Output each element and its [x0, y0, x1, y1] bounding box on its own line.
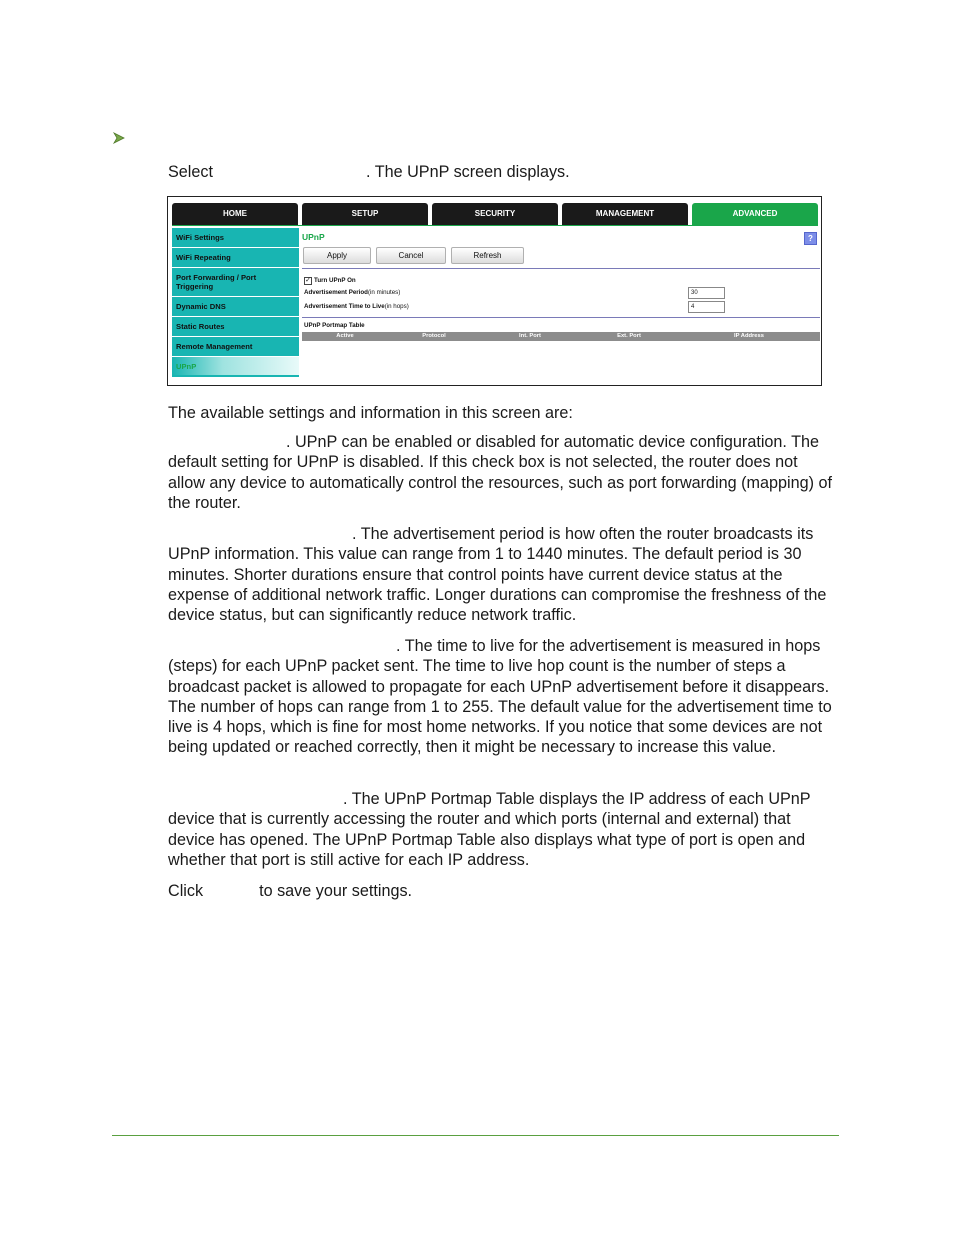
tab-advanced[interactable]: ADVANCED — [692, 203, 818, 225]
sidebar-item-wifi-repeating[interactable]: WiFi Repeating — [172, 248, 299, 267]
adv-period-label: Advertisement Period(in minutes) — [304, 289, 401, 296]
setting-description: . The advertisement period is how often the router broadcasts its UPnP information. This value can range from 1 to 1440 minutes. The default period is 30 minutes. Shorter durations ensure that control points have current device status at the expense of additional network traffic. Longer durations can compromise the freshness of the device status, but can significantly reduce network traffic. — [168, 525, 827, 625]
column-header: Active — [336, 333, 354, 339]
portmap-table-title: UPnP Portmap Table — [304, 322, 365, 329]
setting-description: . The UPnP Portmap Table displays the IP address of each UPnP device that is currently accessing the router and which ports (internal and external) that device has opened. The UPnP Portmap Table also displays what type of port is open and whether that port is still active for each IP address. — [168, 790, 811, 869]
sidebar-item-dynamic-dns[interactable]: Dynamic DNS — [172, 297, 299, 316]
tab-management[interactable]: MANAGEMENT — [562, 203, 688, 225]
tab-underline — [172, 225, 818, 226]
column-header: Protocol — [422, 333, 446, 339]
setting-portmap-table — [168, 789, 838, 870]
intro-text: The available settings and information in this screen are: — [168, 404, 573, 422]
sidebar-item-static-routes[interactable]: Static Routes — [172, 317, 299, 336]
cancel-button[interactable]: Cancel — [376, 247, 446, 264]
page-title: UPnP — [302, 232, 325, 242]
adv-ttl-label: Advertisement Time to Live(in hops) — [304, 303, 409, 310]
sidebar-item-upnp[interactable]: UPnP — [172, 357, 299, 377]
sidebar — [172, 228, 299, 378]
divider — [302, 317, 820, 318]
checkbox-icon: ✓ — [305, 277, 311, 284]
turn-upnp-on-checkbox[interactable] — [304, 277, 312, 285]
turn-upnp-on-label: Turn UPnP On — [314, 277, 356, 284]
setting-description: . The time to live for the advertisement is measured in hops (steps) for each UPnP packet sent. The time to live hop count is the number of steps a broadcast packet is allowed to propagate for each UPnP advertisement before it disappears. The number of hops can range from 1 to 255. The default value for the advertisement time to live is 4 hops, which is fine for most home networks. If you notice that some devices are not being updated or reached correctly, then it might be necessary to increase this value. — [168, 637, 832, 757]
refresh-button[interactable]: Refresh — [451, 247, 524, 264]
help-icon[interactable]: ? — [804, 232, 817, 245]
sidebar-item-remote-management[interactable]: Remote Management — [172, 337, 299, 356]
column-header: Int. Port — [519, 333, 541, 339]
upnp-panel — [302, 228, 820, 383]
adv-period-input[interactable]: 30 — [688, 287, 725, 299]
apply-button[interactable]: Apply — [303, 247, 371, 264]
step-select-prefix: Select — [168, 163, 213, 181]
column-header: Ext. Port — [617, 333, 641, 339]
top-nav-tabs — [172, 203, 818, 225]
adv-ttl-input[interactable]: 4 — [688, 301, 725, 313]
tab-security[interactable]: SECURITY — [432, 203, 558, 225]
router-screenshot — [167, 196, 822, 386]
tab-home[interactable]: HOME — [172, 203, 298, 225]
footer-divider — [112, 1135, 839, 1136]
setting-turn-upnp-on — [168, 432, 838, 513]
step-click-prefix: Click — [168, 882, 204, 900]
setting-description: . UPnP can be enabled or disabled for automatic device configuration. The default setting for UPnP is disabled. If this check box is not selected, the router does not allow any device to automatically control the resources, such as port forwarding (mapping) of the router. — [168, 433, 833, 512]
step-click-apply — [168, 881, 838, 901]
setting-advertisement-period — [168, 524, 838, 625]
tab-setup[interactable]: SETUP — [302, 203, 428, 225]
step-select-suffix: . The UPnP screen displays. — [366, 163, 570, 181]
step-select — [168, 162, 838, 182]
arrow-bullet-icon — [112, 131, 126, 145]
column-header: IP Address — [734, 333, 764, 339]
sidebar-item-port-forwarding[interactable]: Port Forwarding / Port Triggering — [172, 268, 299, 296]
step-click-suffix: to save your settings. — [259, 882, 413, 900]
portmap-table-header — [302, 332, 820, 341]
divider — [302, 268, 820, 269]
sidebar-item-wifi-settings[interactable]: WiFi Settings — [172, 228, 299, 247]
setting-advertisement-ttl — [168, 636, 838, 758]
